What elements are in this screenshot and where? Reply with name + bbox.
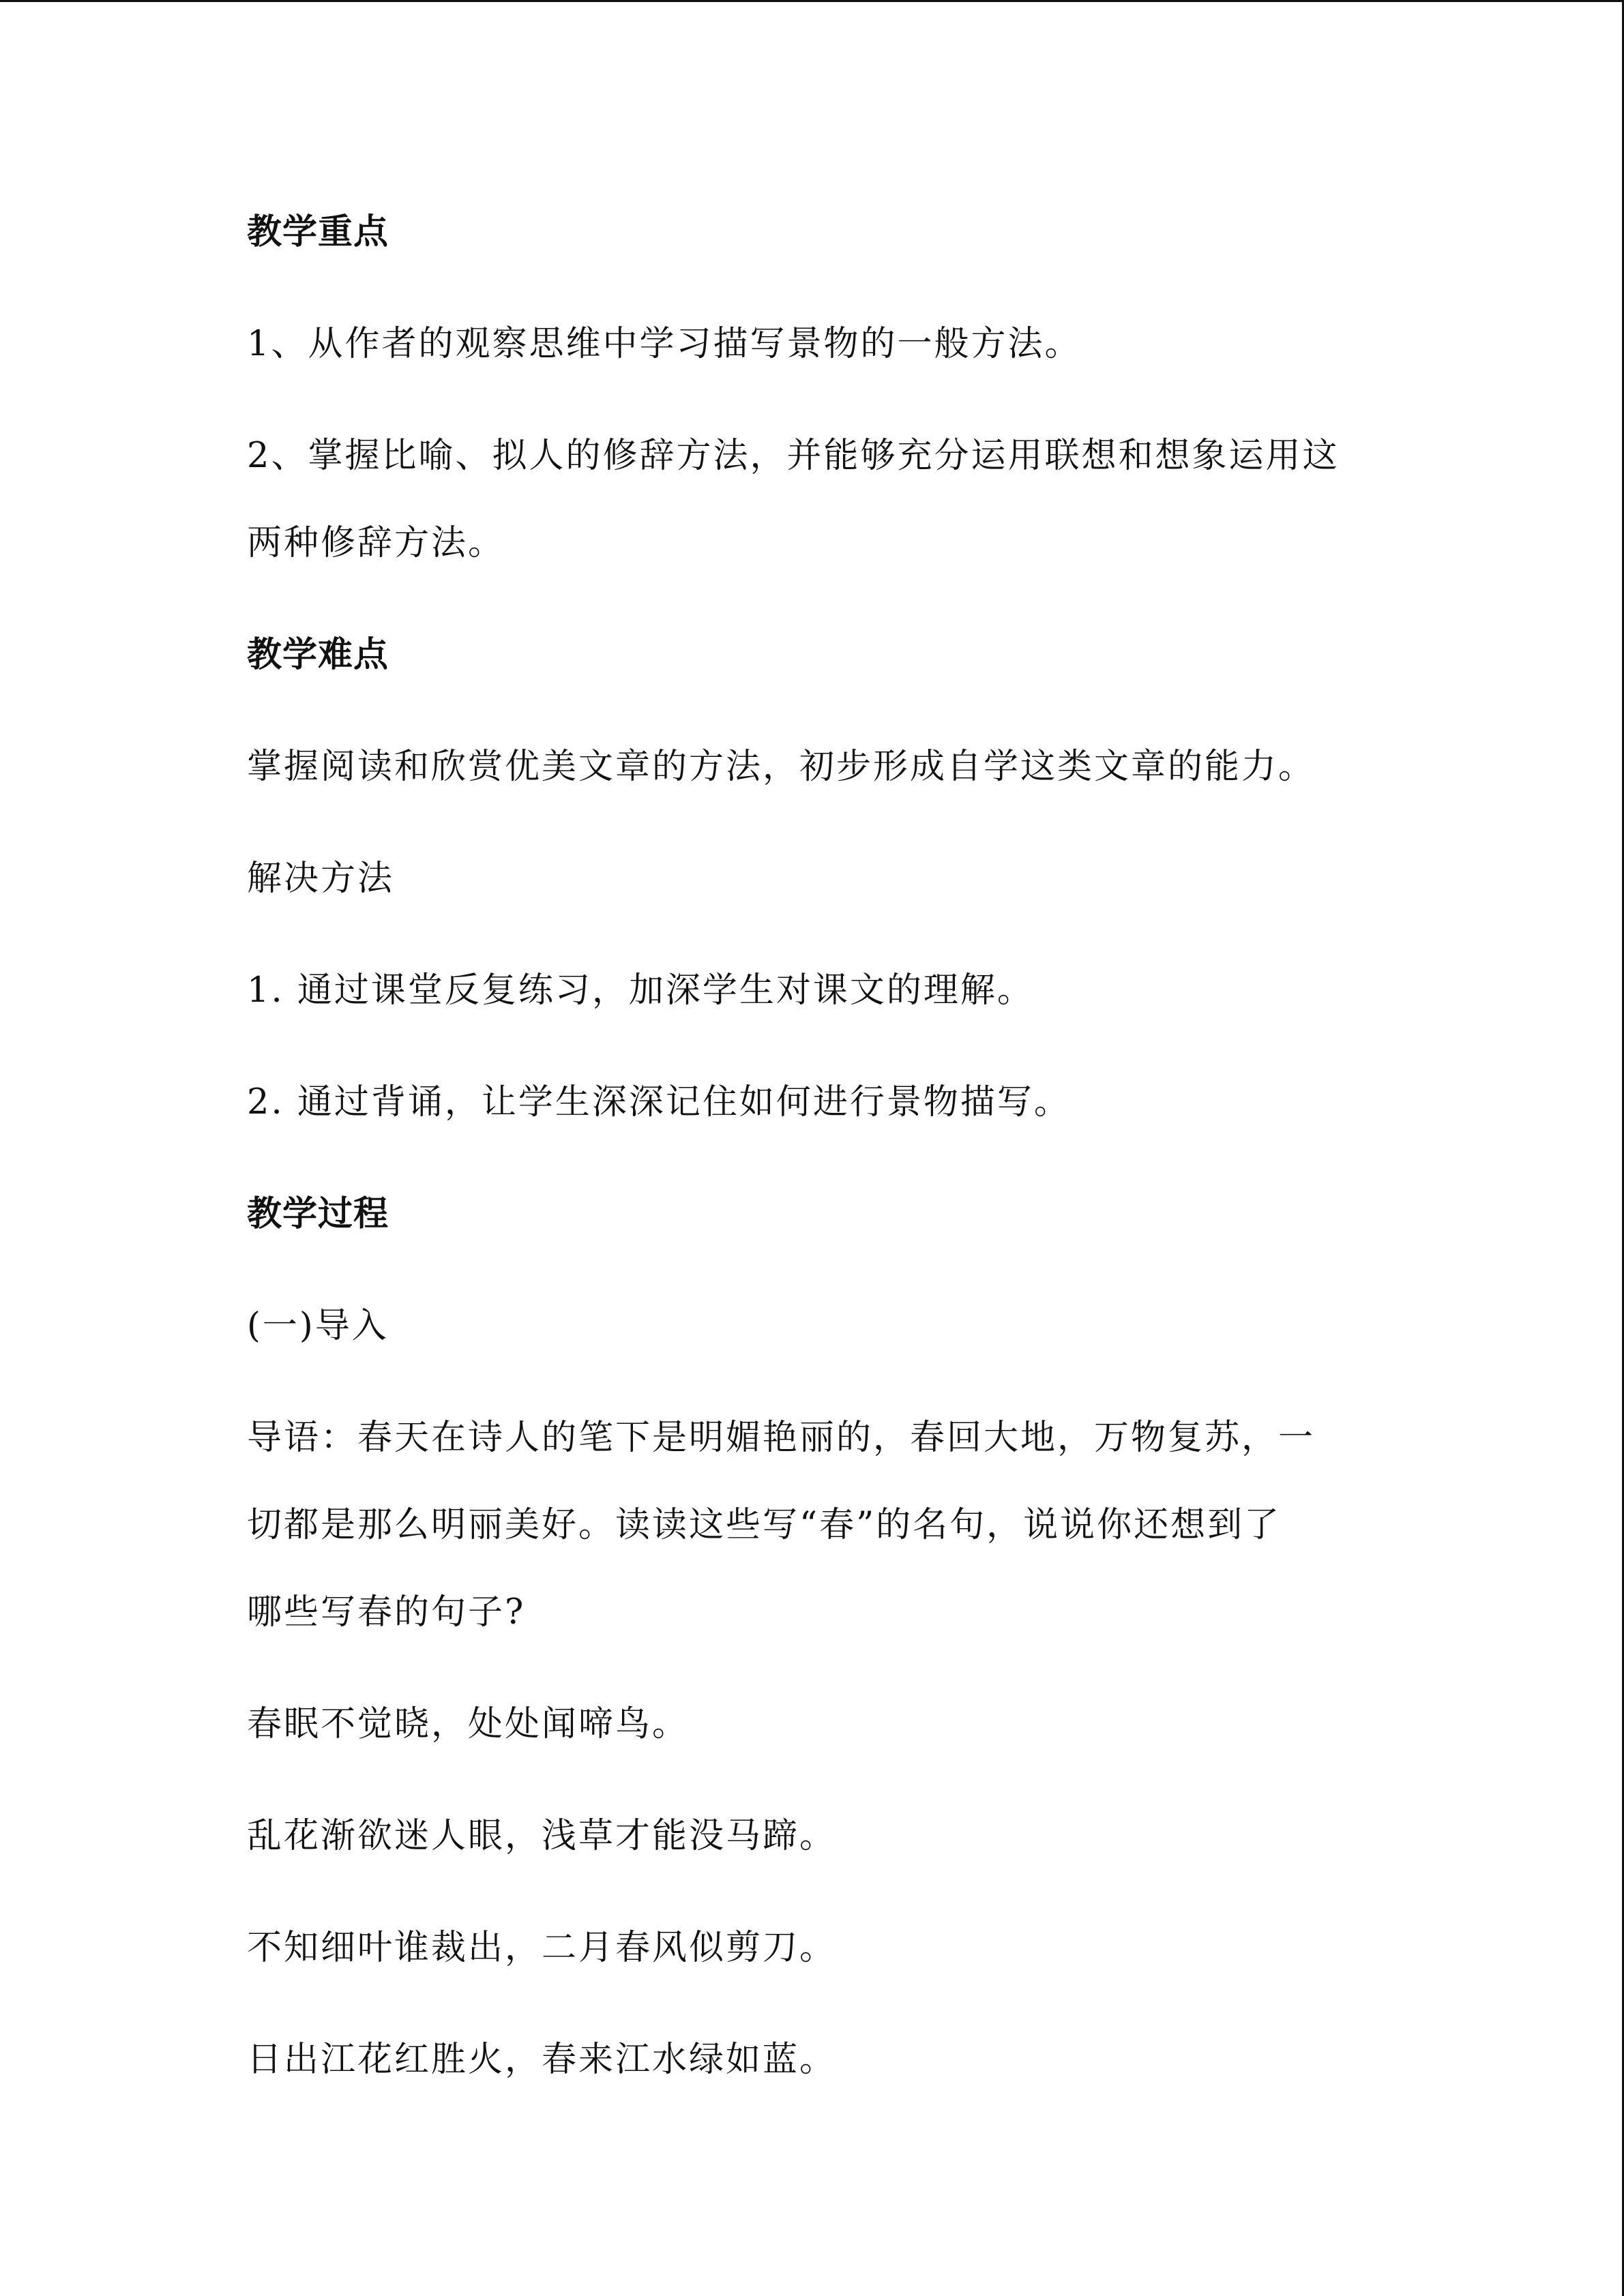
poem-line-3: 不知细叶谁裁出，二月春风似剪刀。 xyxy=(247,1928,837,1968)
heading-teaching-focus: 教学重点 xyxy=(247,212,389,252)
heading-teaching-difficulty: 教学难点 xyxy=(247,635,389,675)
process-subheading-intro: (一)导入 xyxy=(247,1306,389,1346)
intro-paragraph-line-3: 哪些写春的句子? xyxy=(247,1592,526,1632)
difficulty-item-1: 掌握阅读和欣赏优美文章的方法，初步形成自学这类文章的能力。 xyxy=(247,747,1316,787)
focus-item-2-line-2: 两种修辞方法。 xyxy=(247,523,505,563)
intro-paragraph-line-1: 导语：春天在诗人的笔下是明媚艳丽的，春回大地，万物复苏，一 xyxy=(247,1418,1316,1458)
focus-item-1: 1、从作者的观察思维中学习描写景物的一般方法。 xyxy=(247,324,1082,364)
document-body xyxy=(247,210,1379,2083)
heading-solution-method: 解决方法 xyxy=(247,859,395,899)
intro-paragraph-line-2: 切都是那么明丽美好。读读这些写“春”的名句，说说你还想到了 xyxy=(247,1505,1282,1545)
poem-line-2: 乱花渐欲迷人眼，浅草才能没马蹄。 xyxy=(247,1816,837,1856)
poem-line-4: 日出江花红胜火，春来江水绿如蓝。 xyxy=(247,2040,837,2080)
poem-line-1: 春眠不觉晓，处处闻啼鸟。 xyxy=(247,1704,690,1744)
solution-item-2: 2. 通过背诵，让学生深深记住如何进行景物描写。 xyxy=(247,1082,1071,1122)
focus-item-2-line-1: 2、掌握比喻、拟人的修辞方法，并能够充分运用联想和想象运用这 xyxy=(247,436,1340,476)
heading-teaching-process: 教学过程 xyxy=(247,1194,389,1234)
solution-item-1: 1. 通过课堂反复练习，加深学生对课文的理解。 xyxy=(247,970,1034,1011)
